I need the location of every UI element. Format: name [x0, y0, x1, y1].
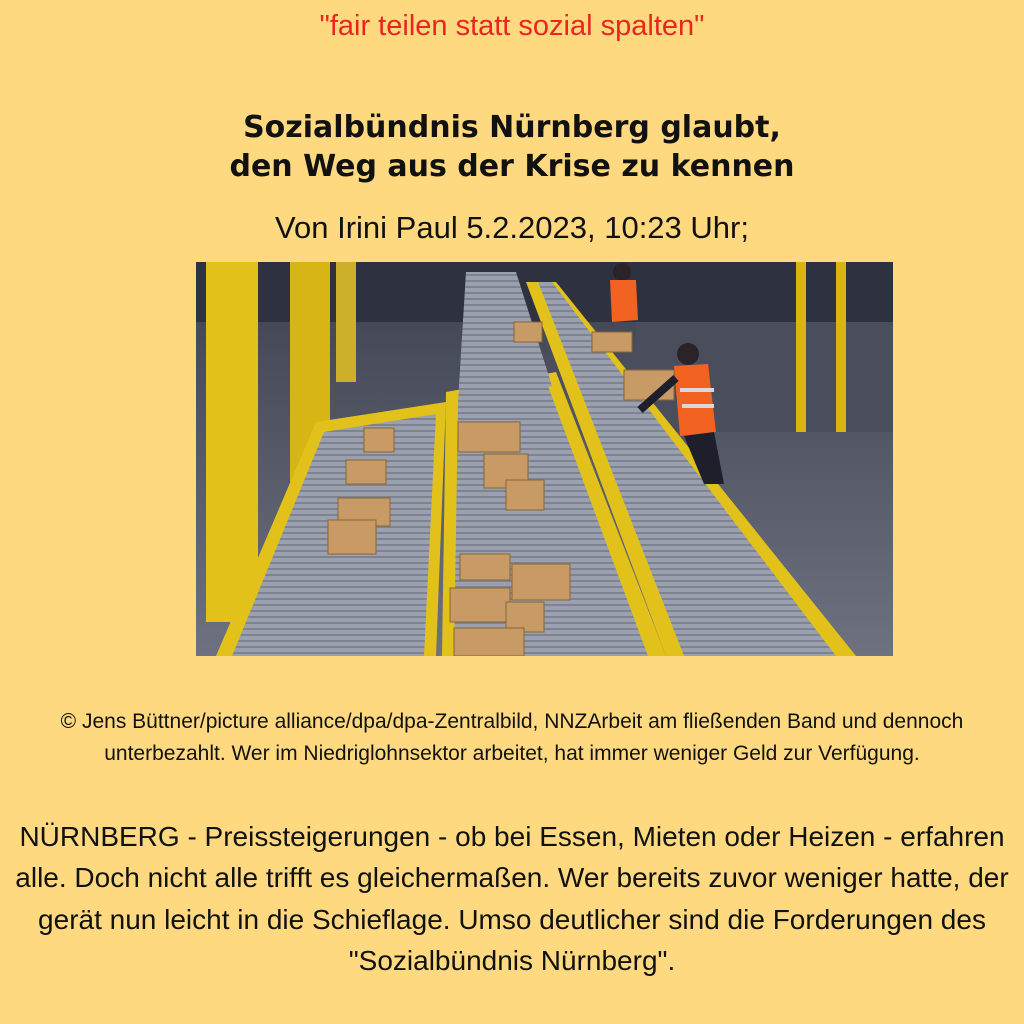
warehouse-photo-illustration [196, 262, 893, 656]
slogan: "fair teilen statt sozial spalten" [319, 10, 705, 42]
article-body: NÜRNBERG - Preissteigerungen - ob bei Essen, Mieten oder Heizen - erfahren alle. Doch nicht alle trifft es gleichermaßen. Wer bereits zuvor weniger hatte, der gerät nun leicht in die Schieflage. Umso deutlicher sind die Forderungen des "Sozialbündnis Nürnberg". [15, 821, 1009, 977]
byline: Von Irini Paul 5.2.2023, 10:23 Uhr; [275, 210, 749, 245]
headline-line-2: den Weg aus der Krise zu kennen [229, 149, 795, 184]
headline-line-1: Sozialbündnis Nürnberg glaubt, [243, 110, 781, 145]
headline [0, 108, 1024, 186]
photo-caption: © Jens Büttner/picture alliance/dpa/dpa-Zentralbild, NNZArbeit am fließenden Band und dennoch unterbezahlt. Wer im Niedriglohnsektor arbeitet, hat immer weniger Geld zur Verfügung. [60, 710, 964, 765]
article-photo [196, 262, 893, 656]
